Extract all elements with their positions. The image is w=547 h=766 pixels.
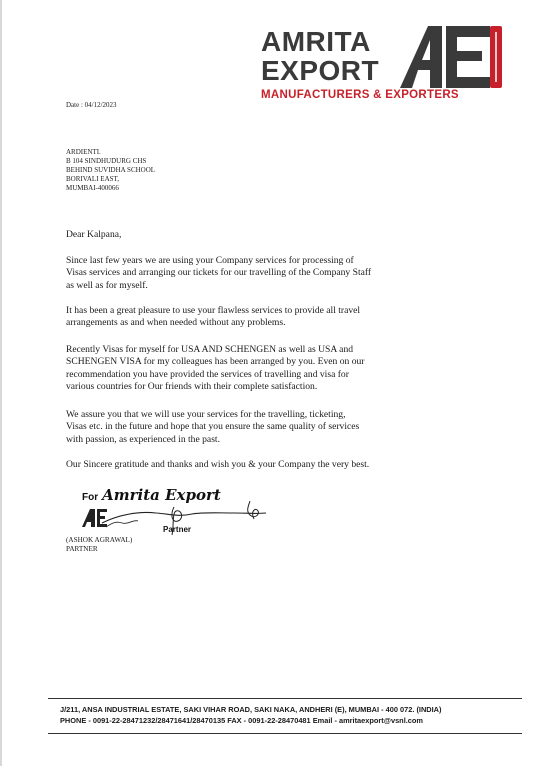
- paragraph-line: SCHENGEN VISA for my colleagues has been arranged by you. Even on our: [66, 356, 365, 368]
- paragraph: [66, 409, 486, 446]
- paragraph-line: various countries for Our friends with their complete satisfaction.: [66, 381, 318, 393]
- signer-title: PARTNER: [66, 545, 98, 553]
- paragraph-line: Visas etc. in the future and hope that you ensure the same quality of services: [66, 421, 360, 433]
- paragraph-line: Visas services and arranging our tickets for our travelling of the Company Staff: [66, 267, 372, 279]
- footer-address: J/211, ANSA INDUSTRIAL ESTATE, SAKI VIHAR ROAD, SAKI NAKA, ANDHERI (E), MUMBAI - 400 072. (INDIA): [60, 705, 442, 714]
- address-line: BORIVALI EAST,: [66, 175, 120, 183]
- paragraph-line: We assure you that we will use your services for the travelling, ticketing,: [66, 409, 346, 420]
- stamp-for-prefix: For: [82, 492, 99, 503]
- paragraph: [66, 305, 486, 330]
- signer-name: (ASHOK AGRAWAL): [66, 536, 133, 544]
- footer-divider-bottom: [48, 733, 522, 734]
- stamp-partner-label: Partner: [163, 525, 192, 534]
- paragraph-line: recommendation you have provided the services of travelling and visa for: [66, 368, 349, 380]
- footer-divider-top: [48, 698, 522, 699]
- scan-edge: [0, 0, 2, 766]
- footer-contact: PHONE - 0091-22-28471232/28471641/28470135 FAX - 0091-22-28470481 Email - amritaexport@vsnl.com: [60, 716, 424, 725]
- address-line: MUMBAI-400066: [66, 184, 119, 192]
- letterhead-tagline: MANUFACTURERS & EXPORTERS: [261, 89, 459, 101]
- salutation: Dear Kalpana,: [66, 229, 122, 240]
- paragraph-line: with passion, as experienced in the past.: [66, 433, 220, 445]
- paragraph-line: Our Sincere gratitude and thanks and wish you & your Company the very best.: [66, 459, 370, 470]
- paragraph-line: as well as for myself.: [66, 279, 148, 291]
- address-line: BEHIND SUVIDHA SCHOOL: [66, 166, 156, 174]
- paragraph-line: Recently Visas for myself for USA AND SCHENGEN as well as USA and: [66, 344, 354, 355]
- paragraph: [66, 459, 486, 471]
- address-line: B 104 SINDHUDURG CHS: [66, 157, 147, 165]
- letterhead-name-line1: AMRITA: [261, 26, 371, 57]
- paragraph: [66, 344, 486, 394]
- letterhead-name-line2: EXPORT: [261, 55, 380, 86]
- paragraph: [66, 255, 486, 292]
- paragraph-line: Since last few years we are using your Company services for processing of: [66, 255, 354, 266]
- address-line: ARDIENTI.: [66, 148, 101, 156]
- paragraph-line: arrangements as and when needed without any problems.: [66, 317, 286, 329]
- letter-date: Date : 04/12/2023: [66, 101, 117, 109]
- recipient-address: [66, 148, 155, 193]
- paragraph-line: It has been a great pleasure to use your flawless services to provide all travel: [66, 305, 361, 316]
- company-logo-icon: [398, 22, 506, 90]
- stamp-company-name: Amrita Export: [102, 486, 221, 504]
